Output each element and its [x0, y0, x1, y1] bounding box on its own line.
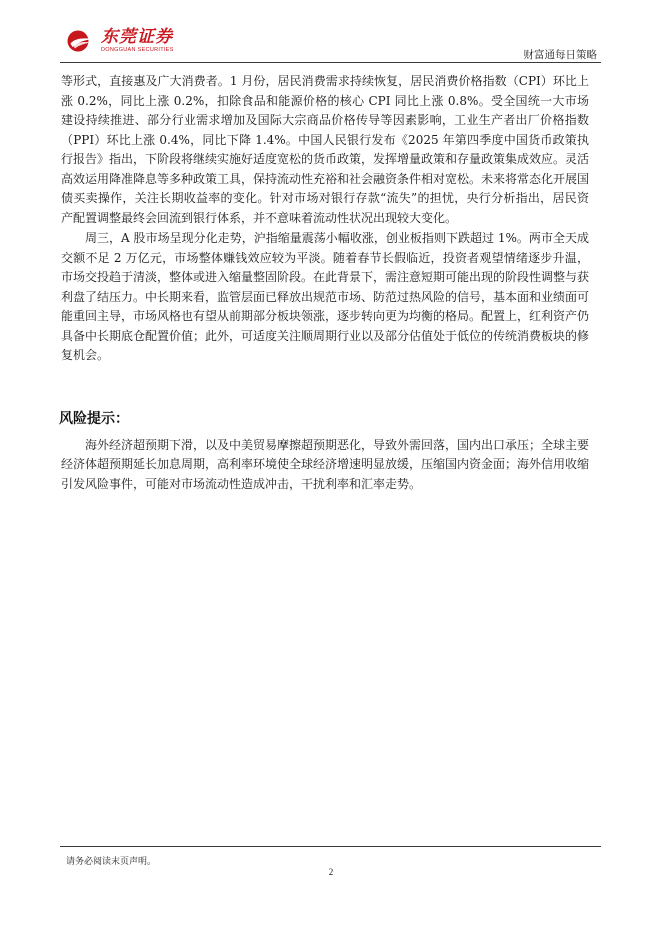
report-series-name: 财富通每日策略: [523, 49, 597, 61]
logo-chinese-name: 东莞证券: [101, 26, 173, 47]
page-number: 2: [328, 867, 334, 877]
body-paragraph-1: 等形式，直接惠及广大消费者。1 月份，居民消费需求持续恢复，居民消费价格指数（CPI）环比上涨 0.2%，同比上涨 0.2%，扣除食品和能源价格的核心 CPI 同比上涨 0.8%。受全国统一大市场建设持续推进、部分行业需求增加及国际大宗商品价格传导等因素影响，工业生产者出厂价格指数（PPI）环比上涨 0.4%，同比下降 1.4%。中国人民银行发布《2025 年第四季度中国货币政策执行报告》指出，下阶段将继续实施好适度宽松的货币政策，发挥增量政策和存量政策集成效应。灵活高效运用降准降息等多种政策工具，保持流动性充裕和社会融资条件相对宽松。未来将常态化开展国债买卖操作，关注长期收益率的变化。针对市场对银行存款“流失”的担忧，央行分析指出，居民资产配置调整最终会回流到银行体系，并不意味着流动性状况出现较大变化。: [61, 74, 590, 225]
footer-divider: [60, 846, 601, 847]
logo-english-name: DONGGUAN SECURITIES: [101, 46, 174, 53]
company-logo: [66, 25, 174, 57]
disclaimer-note: 请务必阅读末页声明。: [66, 857, 157, 867]
report-body: [61, 72, 589, 494]
body-paragraph-2: 周三，A 股市场呈现分化走势，沪指缩量震荡小幅收涨，创业板指则下跌超过 1%。两市全天成交额不足 2 万亿元，市场整体赚钱效应较为平淡。随着春节长假临近，投资者观望情绪逐步升温，市场交投趋于清淡，整体或进入缩量整固阶段。在此背景下，需注意短期可能出现的阶段性调整与获利盘了结压力。中长期来看，监管层面已释放出规范市场、防范过热风险的信号，基本面和业绩面可能重回主导，市场风格也有望从前期部分板块领涨，逐步转向更为均衡的格局。配置上，红利资产仍具备中长期底仓配置价值；此外，可适度关注顺周期行业以及部分估值处于低位的传统消费板块的修复机会。: [61, 231, 590, 362]
logo-text: [101, 26, 174, 54]
risk-paragraph: 海外经济超预期下滑，以及中美贸易摩擦超预期恶化，导致外需回落，国内出口承压；全球主要经济体超预期延长加息周期，高利率环境使全球经济增速明显放缓，压缩国内资金面；海外信用收缩引发风险事件，可能对市场流动性造成冲击，干扰利率和汇率走势。: [61, 437, 590, 491]
header-divider: [60, 62, 601, 63]
page-header: [0, 0, 662, 64]
risk-section-title: 风险提示：: [59, 410, 129, 427]
logo-mark-icon: [66, 29, 96, 53]
